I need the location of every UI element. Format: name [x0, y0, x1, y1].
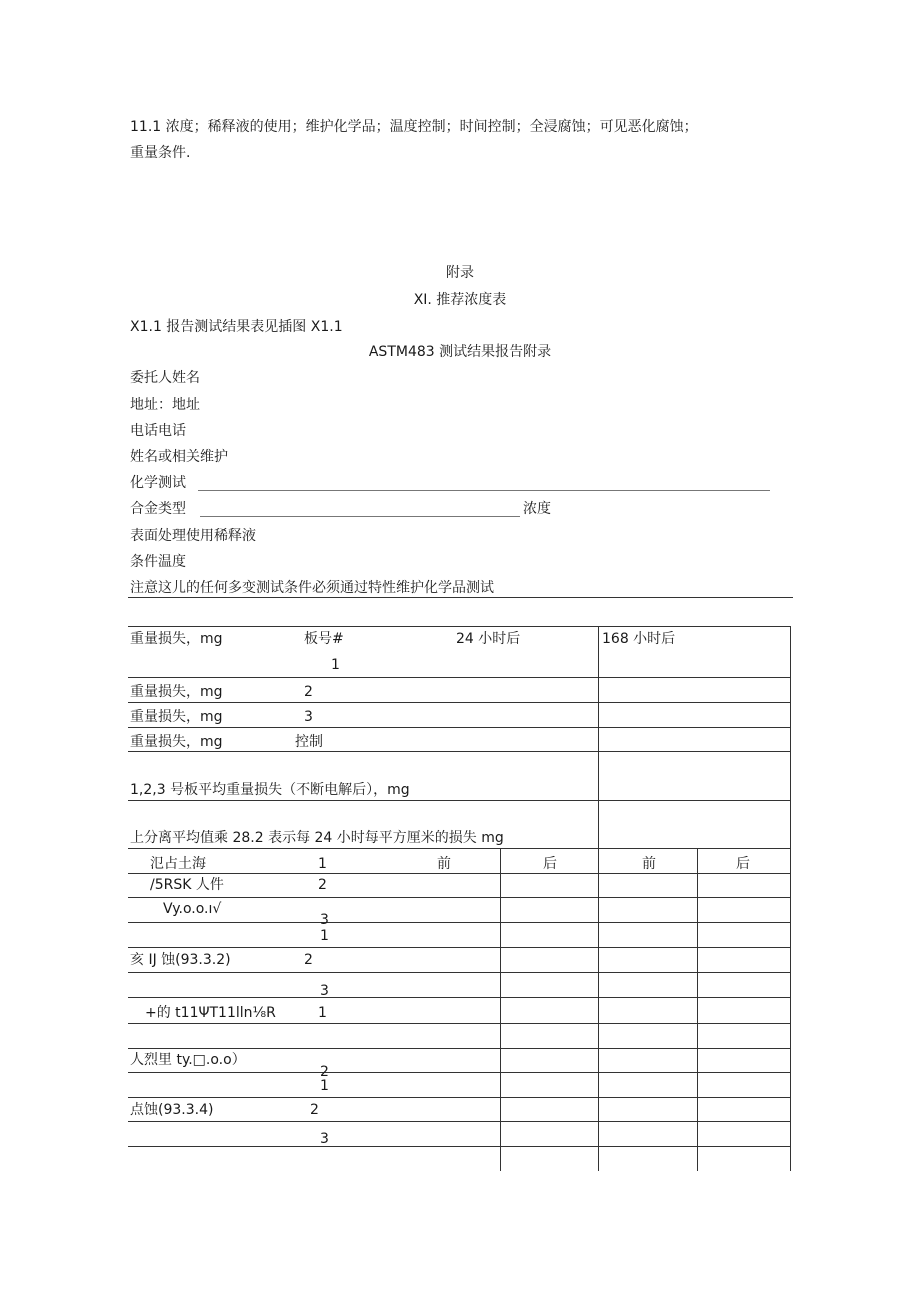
section-label: Vy.o.o.ı√: [163, 901, 222, 917]
intro-line-2: 重量条件.: [130, 145, 191, 161]
section-plate: 1: [318, 1005, 327, 1021]
report-title: ASTM483 测试结果报告附录: [368, 344, 552, 360]
condition-temp-label: 条件温度: [130, 554, 186, 570]
row-2-label: 重量损失，mg: [130, 684, 223, 700]
row-control-plate: 控制: [295, 734, 323, 750]
section-label: 氾占土海: [150, 856, 206, 872]
surface-label: 表面处理使用稀释液: [130, 528, 256, 544]
header-plate-no: 板号#: [304, 631, 344, 647]
plate-1: 1: [331, 657, 340, 673]
section-label: /5RSK 人件: [150, 877, 224, 893]
client-name-label: 委托人姓名: [130, 370, 200, 386]
header-24h: 24 小时后: [456, 631, 521, 647]
section-plate: 1: [320, 928, 329, 944]
section-plate: 3: [320, 1131, 329, 1147]
section-label: 点蚀(93.3.4): [130, 1102, 214, 1118]
section-plate: 3: [320, 912, 329, 928]
address-label: 地址：地址: [130, 397, 200, 413]
row-3-plate: 3: [304, 709, 313, 725]
header-168h: 168 小时后: [602, 631, 676, 647]
header-weight-loss: 重量损失，mg: [130, 631, 223, 647]
concentration-label: 浓度: [523, 501, 551, 517]
subheader-before-1: 前: [437, 856, 451, 872]
section-plate: 3: [320, 983, 329, 999]
name-maint-label: 姓名或相关维护: [130, 449, 228, 465]
section-label: +的 t11ΨT11lln⅛R: [145, 1005, 276, 1021]
row-3-label: 重量损失，mg: [130, 709, 223, 725]
alloy-type-label: 合金类型: [130, 501, 186, 517]
note-rule: [128, 597, 793, 598]
section-plate: 2: [310, 1102, 319, 1118]
section-plate: 2: [304, 952, 313, 968]
section-label: 人烈里 ty.□.o.o）: [130, 1052, 246, 1068]
section-plate: 1: [318, 856, 327, 872]
alloy-type-underline: [200, 516, 520, 517]
appendix-ref: X1.1 报告测试结果表见插图 X1.1: [130, 319, 343, 335]
avg-weight-loss-label: 1,2,3 号板平均重量损失（不断电解后），mg: [130, 782, 410, 798]
multiplied-loss-label: 上分离平均值乘 28.2 表示每 24 小时每平方厘米的损失 mg: [130, 830, 504, 846]
section-label: 亥 IJ 蚀(93.3.2): [130, 952, 231, 968]
appendix-title: 附录: [446, 265, 474, 281]
note-text: 注意这儿的任何多变测试条件必须通过特性维护化学品测试: [130, 580, 494, 596]
chem-test-underline: [198, 490, 770, 491]
row-2-plate: 2: [304, 684, 313, 700]
section-plate: 2: [318, 877, 327, 893]
subheader-after-1: 后: [543, 856, 557, 872]
subheader-before-2: 前: [642, 856, 656, 872]
phone-label: 电话电话: [130, 423, 186, 439]
section-plate: 2: [320, 1064, 329, 1080]
appendix-subtitle: XI. 推荐浓度表: [413, 292, 507, 308]
chem-test-label: 化学测试: [130, 475, 186, 491]
row-control-label: 重量损失，mg: [130, 734, 223, 750]
subheader-after-2: 后: [736, 856, 750, 872]
intro-line-1: 11.1 浓度；稀释液的使用；维护化学品；温度控制；时间控制；全浸腐蚀；可见恶化腐蚀；: [130, 119, 698, 135]
section-plate: 1: [320, 1078, 329, 1094]
